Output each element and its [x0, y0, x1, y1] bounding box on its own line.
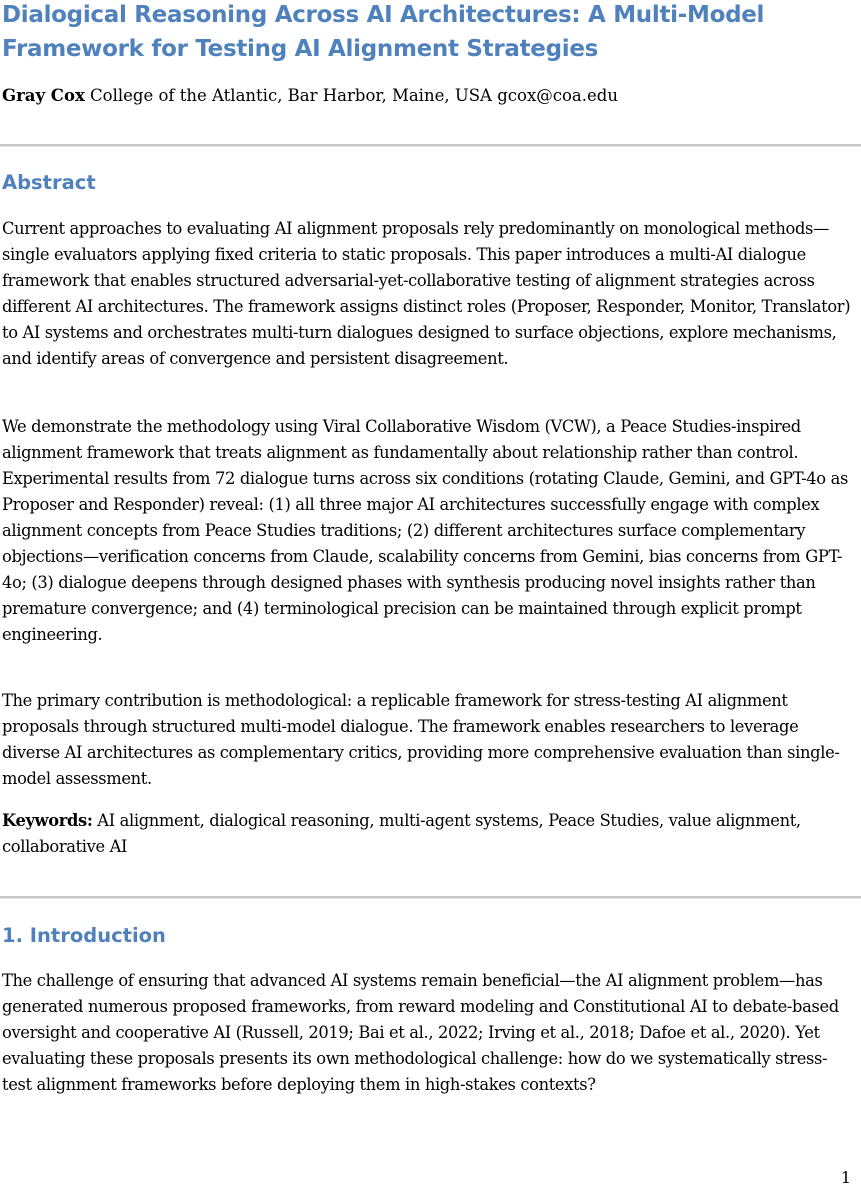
- keywords-list: AI alignment, dialogical reasoning, multi-agent systems, Peace Studies, value alignment, collaborative AI: [2, 811, 801, 856]
- section-divider: [0, 144, 861, 147]
- keywords-paragraph: [2, 808, 852, 860]
- abstract-paragraph-3: The primary contribution is methodological: a replicable framework for stress-testing AI alignment proposals through structured multi-model dialogue. The framework enables researchers to leverage diverse AI architectures as complementary critics, providing more comprehensive evaluation than single-model assessment.: [2, 691, 840, 788]
- paper-title: Dialogical Reasoning Across AI Architectures: A Multi-Model Framework for Testing AI Alignment Strategies: [2, 2, 765, 62]
- author-name: Gray Cox: [2, 86, 85, 105]
- author-line: [2, 84, 618, 108]
- page-number: 1: [840, 1168, 851, 1187]
- keywords-label: Keywords:: [2, 811, 93, 830]
- abstract-paragraph-1: Current approaches to evaluating AI alignment proposals rely predominantly on monological methods—single evaluators applying fixed criteria to static proposals. This paper introduces a multi-AI dialogue framework that enables structured adversarial-yet-collaborative testing of alignment strategies across different AI architectures. The framework assigns distinct roles (Proposer, Responder, Monitor, Translator) to AI systems and orchestrates multi-turn dialogues designed to surface objections, explore mechanisms, and identify areas of convergence and persistent disagreement.: [2, 219, 851, 368]
- abstract-heading: Abstract: [2, 171, 96, 194]
- introduction-paragraph: The challenge of ensuring that advanced AI systems remain beneficial—the AI alignment problem—has generated numerous proposed frameworks, from reward modeling and Constitutional AI to debate-based oversight and cooperative AI (Russell, 2019; Bai et al., 2022; Irving et al., 2018; Dafoe et al., 2020). Yet evaluating these proposals presents its own methodological challenge: how do we systematically stress-test alignment frameworks before deploying them in high-stakes contexts?: [2, 971, 839, 1094]
- abstract-paragraph-2: We demonstrate the methodology using Viral Collaborative Wisdom (VCW), a Peace Studies-inspired alignment framework that treats alignment as fundamentally about relationship rather than control. Experimental results from 72 dialogue turns across six conditions (rotating Claude, Gemini, and GPT-4o as Proposer and Responder) reveal: (1) all three major AI architectures successfully engage with complex alignment concepts from Peace Studies traditions; (2) different architectures surface complementary objections—verification concerns from Claude, scalability concerns from Gemini, bias concerns from GPT-4o; (3) dialogue deepens through designed phases with synthesis producing novel insights rather than premature convergence; and (4) terminological precision can be maintained through explicit prompt engineering.: [2, 417, 848, 644]
- introduction-heading: 1. Introduction: [2, 924, 166, 947]
- section-divider: [0, 896, 861, 899]
- author-affiliation: College of the Atlantic, Bar Harbor, Maine, USA gcox@coa.edu: [90, 86, 618, 105]
